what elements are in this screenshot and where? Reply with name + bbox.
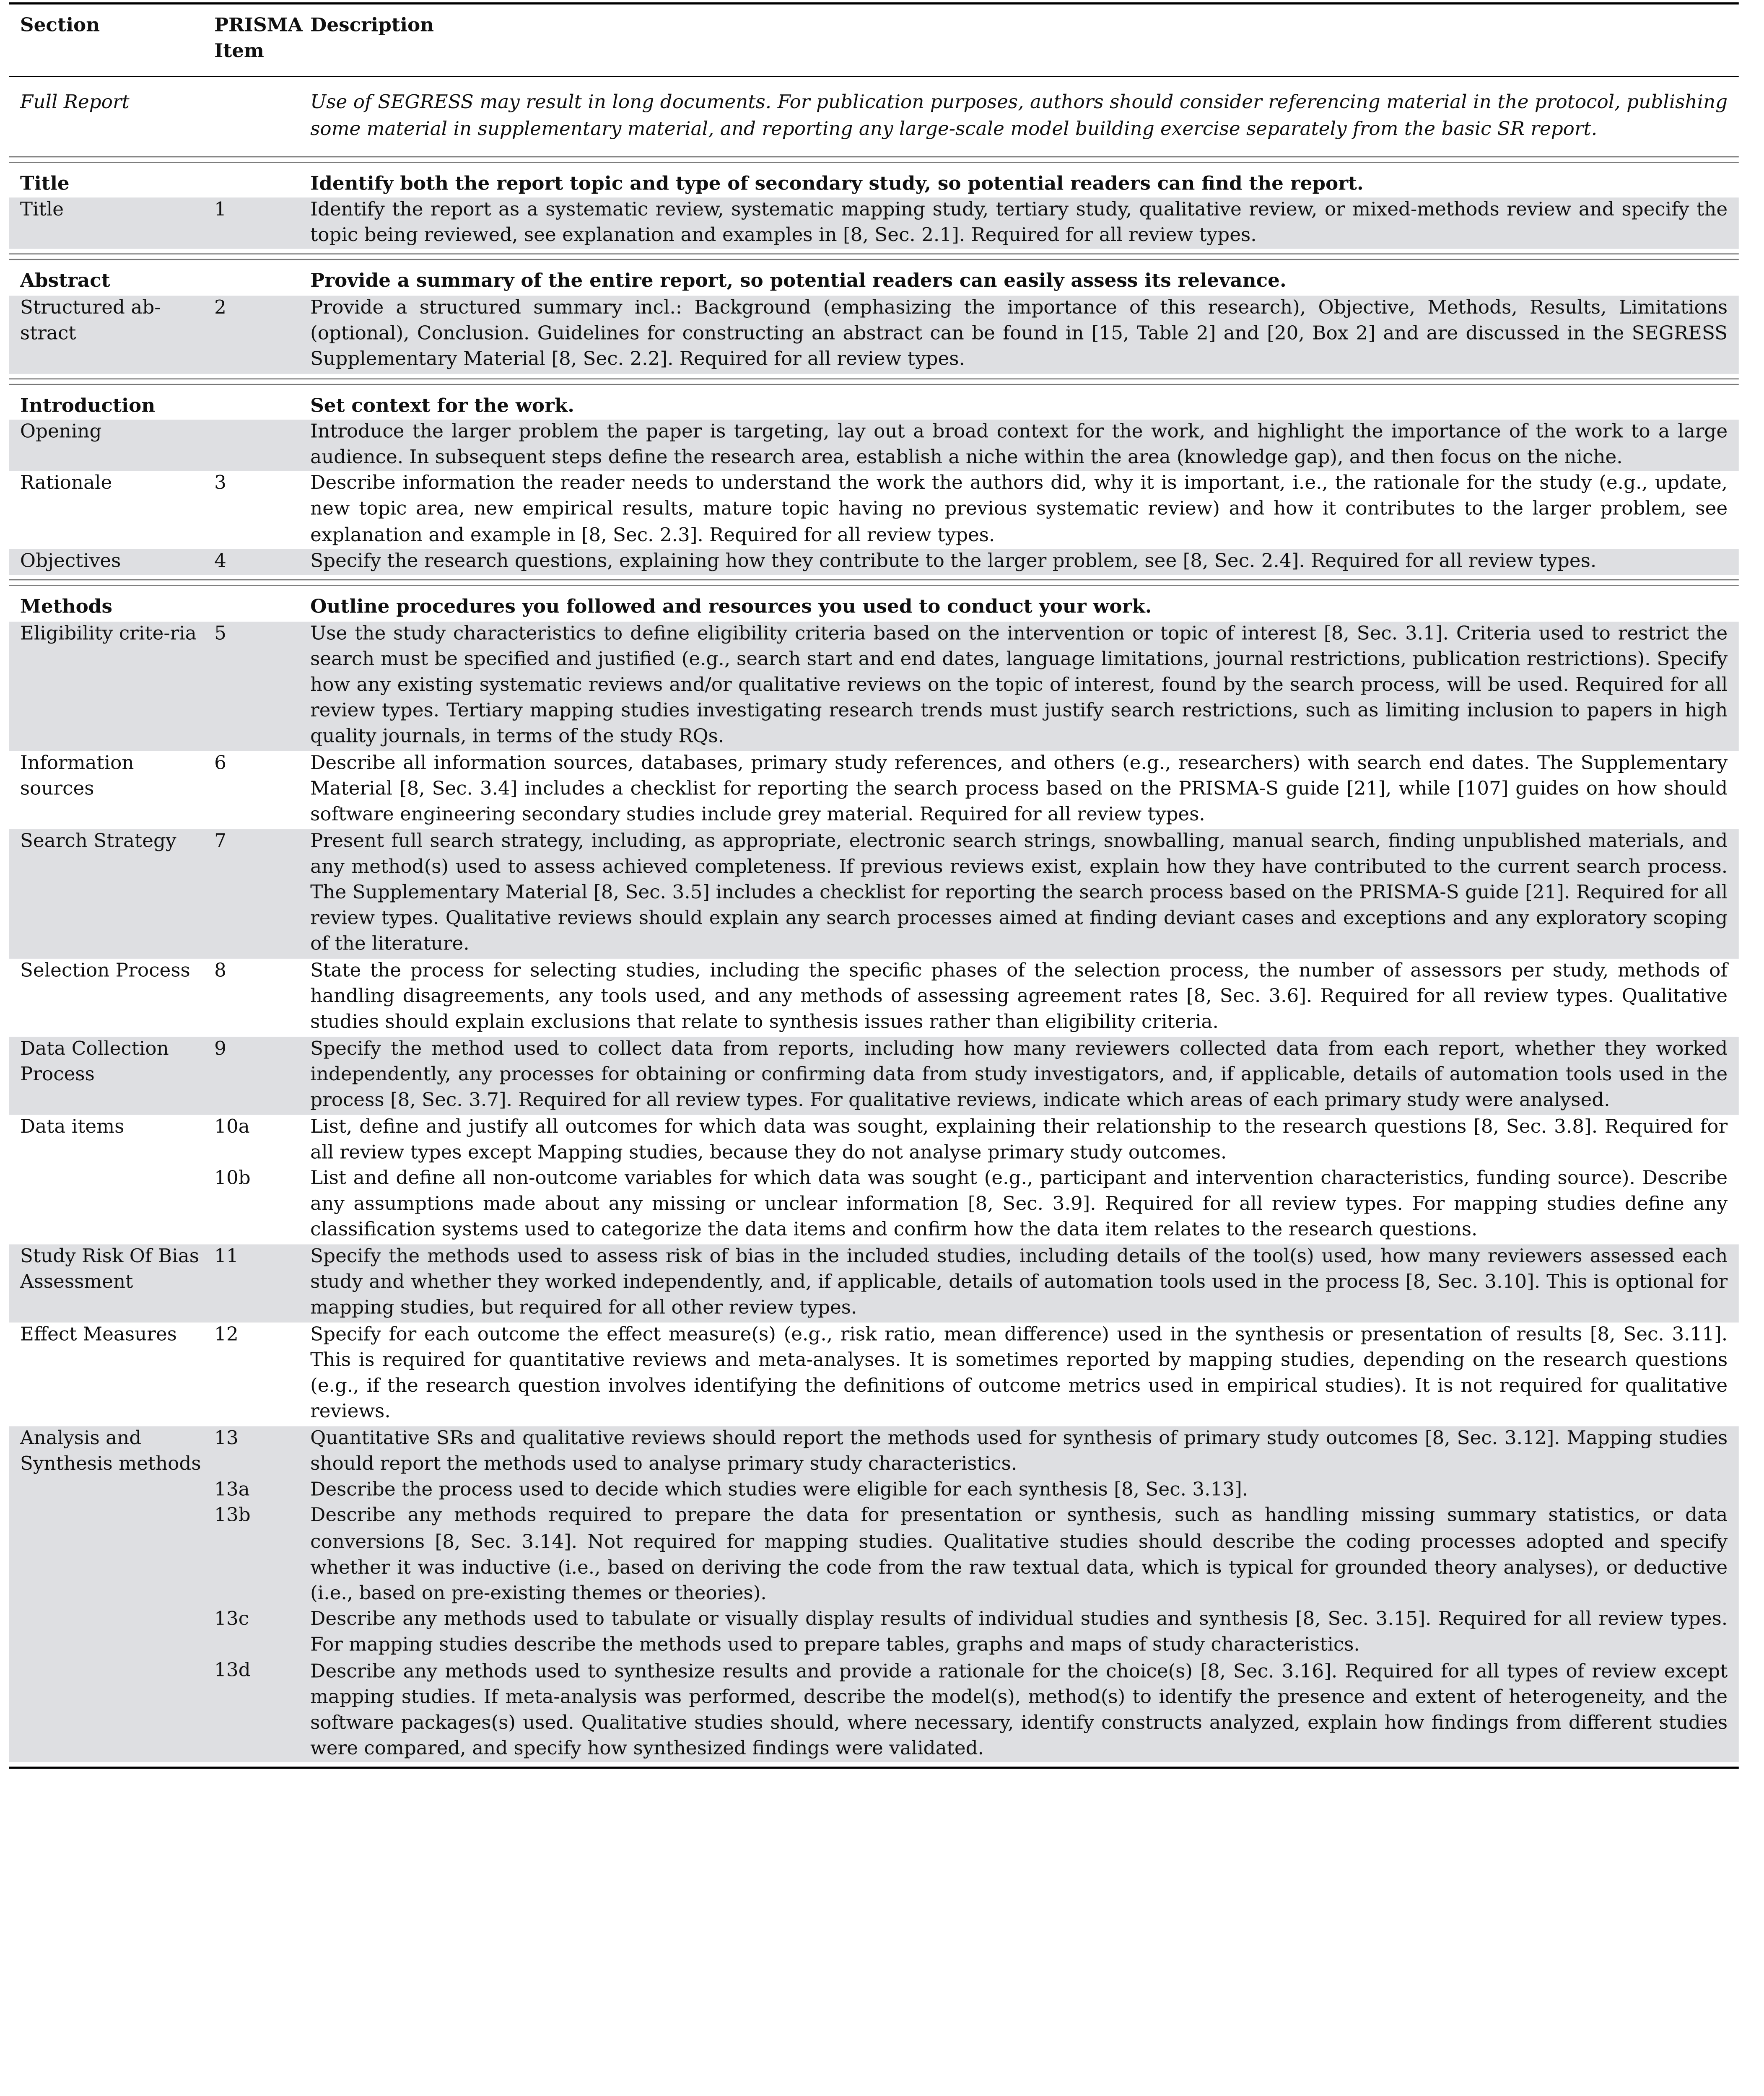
row-description-column <box>310 751 1728 829</box>
section-title: Introduction <box>20 394 156 417</box>
row-description: Introduce the larger problem the paper is targeting, lay out a broad context for the work, and highlight the importance of the work to a large audience. In subsequent steps define the research area, establish a niche within the area (knowledge gap), and then focus on the niche. <box>310 420 1728 469</box>
row-item-column <box>212 197 310 249</box>
sub-item-description: Describe any methods used to tabulate or visually display results of individual studies and synthesis [8, Sec. 3.15]. Required for all review types. For mapping studies describe the methods used to prepare tables, graphs and maps of study characteristics. <box>310 1608 1728 1657</box>
header-section: Section <box>20 14 100 37</box>
row-item-number: 1 <box>214 198 226 221</box>
table-header <box>9 5 1738 76</box>
row-label: Effect Measures <box>20 1323 177 1346</box>
row-item-number: 2 <box>214 296 226 319</box>
checklist-row <box>9 197 1738 249</box>
row-label: Search Strategy <box>20 830 176 853</box>
row-description-column <box>310 295 1728 373</box>
header-item: PRISMA Item <box>214 14 303 63</box>
section-separator <box>9 254 1738 260</box>
row-label: Data Collection Process <box>20 1038 169 1086</box>
row-item-number: 3 <box>214 472 226 495</box>
checklist-row <box>9 1244 1738 1322</box>
section-heading-row <box>9 387 1738 420</box>
row-label: Opening <box>20 420 102 443</box>
full-report-row <box>9 78 1738 152</box>
row-description-column <box>310 1115 1728 1244</box>
section-summary: Outline procedures you followed and resources you used to conduct your work. <box>310 596 1152 619</box>
section-separator <box>9 378 1738 385</box>
row-item-number: 13 <box>214 1427 239 1450</box>
section-heading-row <box>9 165 1738 198</box>
row-label: Study Risk Of Bias Assessment <box>20 1245 199 1294</box>
checklist-row <box>9 751 1738 829</box>
row-description-column <box>310 1322 1728 1426</box>
bottom-rule <box>9 1767 1738 1769</box>
row-description-column <box>310 471 1728 549</box>
row-item-number <box>214 420 310 471</box>
row-item-column <box>212 1115 310 1244</box>
checklist-row <box>9 1115 1738 1244</box>
row-description-column <box>310 958 1728 1036</box>
row-description: Describe all information sources, databases, primary study references, and others (e.g., researchers) with search end dates. The Supplementary Material [8, Sec. 3.4] includes a checklist for reporting the search process based on the PRISMA-S guide [21], while [107] guides on how should software engineering secondary studies include grey material. Required for all review types. <box>310 752 1728 826</box>
row-description: Specify the method used to collect data from reports, including how many reviewers collected data from each report, whether they worked independently, any processes for obtaining or confirming data from study investigators, and, if applicable, details of automation tools used in the process [8, Sec. 3.7]. Required for all review types. For qualitative reviews, indicate which areas of each primary study were analysed. <box>310 1038 1728 1112</box>
row-item-number: 6 <box>214 752 226 774</box>
full-report-description: Use of SEGRESS may result in long documents. For publication purposes, authors should consider referencing material in the protocol, publishing some material in supplementary material, and reporting any large-scale model building exercise separately from the basic SR report. <box>310 92 1728 140</box>
row-description: Describe information the reader needs to understand the work the authors did, why it is important, i.e., the rationale for the study (e.g., update, new topic area, new empirical results, mature topic having no previous systematic review) and how it contributes to the larger problem, see explanation and example in [8, Sec. 2.3]. Required for all review types. <box>310 472 1728 547</box>
row-description: List, define and justify all outcomes for which data was sought, explaining their relationship to the research questions [8, Sec. 3.8]. Required for all review types except Mapping studies, because they do not analyse primary study outcomes. <box>310 1115 1728 1164</box>
section-summary: Identify both the report topic and type of secondary study, so potential readers can find the report. <box>310 173 1364 195</box>
row-item-column <box>212 420 310 472</box>
row-item-column <box>212 295 310 373</box>
sub-item-description: Describe any methods used to synthesize results and provide a rationale for the choice(s) [8, Sec. 3.16]. Required for all types of review except mapping studies. If meta-analysis was performed, describe the model(s), method(s) to identify the presence and extent of heterogeneity, and the software packages(s) used. Qualitative studies should, where necessary, identify constructs analyzed, explain how findings from different studies were compared, and specify how synthesized findings were validated. <box>310 1660 1728 1760</box>
row-description: Present full search strategy, including, as appropriate, electronic search strings, snowballing, manual search, finding unpublished materials, and any method(s) used to assess achieved completeness. If previous reviews exist, explain how they have contributed to the current search process. The Supplementary Material [8, Sec. 3.5] includes a checklist for reporting the search process based on the PRISMA-S guide [21]. Required for all review types. Qualitative reviews should explain any search processes aimed at finding deviant cases and exceptions and any exploratory scoping of the literature. <box>310 830 1728 956</box>
sub-item-description: Describe the process used to decide which studies were eligible for each synthesis [8, Sec. 3.13]. <box>310 1479 1248 1501</box>
row-item-number: 8 <box>214 959 226 982</box>
row-item-number: 5 <box>214 622 226 645</box>
checklist-row <box>9 621 1738 751</box>
checklist-row <box>9 1426 1738 1763</box>
full-report-label: Full Report <box>20 92 130 114</box>
section-separator <box>9 156 1738 163</box>
checklist-row <box>9 1322 1738 1426</box>
row-item-column <box>212 1036 310 1114</box>
section-heading-row <box>9 263 1738 296</box>
row-description-column <box>310 1244 1728 1322</box>
row-description-column <box>310 1426 1728 1763</box>
row-description-column <box>310 549 1728 575</box>
row-item-column <box>212 549 310 575</box>
section-title: Methods <box>20 596 112 619</box>
row-label: Data items <box>20 1115 125 1138</box>
row-item-number: 10a <box>214 1115 250 1138</box>
section-summary: Provide a summary of the entire report, so potential readers can easily assess its relevance. <box>310 270 1287 293</box>
section-item-empty <box>212 394 310 420</box>
section-title: Abstract <box>20 270 110 293</box>
sub-item-number: 13c <box>214 1608 249 1630</box>
row-item-number: 11 <box>214 1245 239 1268</box>
sub-item-number: 13a <box>214 1478 250 1501</box>
sub-item-number: 10b <box>214 1167 251 1190</box>
row-description-column <box>310 621 1728 751</box>
row-item-column <box>212 1244 310 1322</box>
row-label: Title <box>20 198 64 221</box>
checklist-row <box>9 295 1738 373</box>
row-description: Use the study characteristics to define eligibility criteria based on the intervention or topic of interest [8, Sec. 3.1]. Criteria used to restrict the search must be specified and justified (e.g., search start and end dates, language limitations, journal restrictions, publication restrictions). Specify how any existing systematic reviews and/or qualitative reviews on the topic of interest, found by the search process, will be used. Required for all review types. Tertiary mapping studies investigating research trends must justify search restrictions, such as limiting inclusion to papers in high quality journals, in terms of the study RQs. <box>310 622 1728 748</box>
row-description-column <box>310 829 1728 958</box>
row-description: Specify for each outcome the effect measure(s) (e.g., risk ratio, mean difference) used in the synthesis or presentation of results [8, Sec. 3.11]. This is required for quantitative reviews and meta-analyses. It is sometimes reported by mapping studies, depending on the research questions (e.g., if the research question involves identifying the definitions of outcome metrics used in empirical studies). It is not required for qualitative reviews. <box>310 1323 1728 1424</box>
sub-item-description: Describe any methods required to prepare the data for presentation or synthesis, such as handling missing summary statistics, or data conversions [8, Sec. 3.14]. Not required for mapping studies. Qualitative studies should describe the coding processes adopted and specify whether it was inductive (i.e., based on deriving the code from the raw textual data, which is typical for grounded theory analyses), or deductive (i.e., based on pre-existing themes or theories). <box>310 1505 1728 1605</box>
checklist-row <box>9 958 1738 1036</box>
checklist-row <box>9 1036 1738 1114</box>
row-item-number: 9 <box>214 1038 226 1060</box>
row-description: Identify the report as a systematic review, systematic mapping study, tertiary study, qualitative review, or mixed-methods review and specify the topic being reviewed, see explanation and examples in [8, Sec. 2.1]. Required for all review types. <box>310 198 1728 247</box>
section-separator <box>9 580 1738 586</box>
row-description-column <box>310 197 1728 249</box>
section-title: Title <box>20 173 70 195</box>
row-item-column <box>212 751 310 829</box>
row-item-column <box>212 1322 310 1426</box>
row-description: Provide a structured summary incl.: Background (emphasizing the importance of this research), Objective, Methods, Results, Limitations (optional), Conclusion. Guidelines for constructing an abstract can be found in [15, Table 2] and [20, Box 2] and are discussed in the SEGRESS Supplementary Material [8, Sec. 2.2]. Required for all review types. <box>310 296 1728 371</box>
row-label: Selection Process <box>20 959 190 982</box>
section-item-empty <box>212 270 310 296</box>
row-description-column <box>310 420 1728 472</box>
sub-item-description: List and define all non-outcome variables for which data was sought (e.g., participant and intervention characteristics, funding source). Describe any assumptions made about any missing or unclear information [8, Sec. 3.9]. Required for all review types. For mapping studies define any classification systems used to categorize the data items and confirm how the data item relates to the research questions. <box>310 1167 1728 1242</box>
sections <box>9 156 1738 1762</box>
row-item-column <box>212 958 310 1036</box>
row-item-column <box>212 829 310 958</box>
row-description: Specify the methods used to assess risk of bias in the included studies, including details of the tool(s) used, how many reviewers assessed each study and whether they worked independently, and, if applicable, details of automation tools used in the process [8, Sec. 3.10]. This is optional for mapping studies, but required for all other review types. <box>310 1245 1728 1320</box>
section-item-empty <box>212 595 310 621</box>
sub-item-number: 13b <box>214 1504 251 1527</box>
section-summary: Set context for the work. <box>310 394 574 417</box>
row-description: State the process for selecting studies, including the specific phases of the selection process, the number of assessors per study, methods of handling disagreements, any tools used, and any methods of assessing agreement rates [8, Sec. 3.6]. Required for all review types. Qualitative studies should explain exclusions that relate to synthesis issues rather than eligibility criteria. <box>310 959 1728 1034</box>
section-item-empty <box>212 171 310 197</box>
row-label: Rationale <box>20 472 112 495</box>
row-item-column <box>212 1426 310 1763</box>
checklist-row <box>9 549 1738 575</box>
full-report-item <box>212 91 310 143</box>
row-description-column <box>310 1036 1728 1114</box>
row-item-column <box>212 471 310 549</box>
section-heading-row <box>9 589 1738 621</box>
row-label: Information sources <box>20 752 134 800</box>
row-item-number: 7 <box>214 830 226 853</box>
row-item-number: 4 <box>214 550 226 573</box>
checklist-row <box>9 471 1738 549</box>
checklist-row <box>9 829 1738 958</box>
sub-item-number: 13d <box>214 1659 251 1682</box>
prisma-checklist-table <box>9 2 1738 1769</box>
row-label: Analysis and Synthesis methods <box>20 1427 201 1476</box>
row-label: Structured ab-stract <box>20 296 161 345</box>
checklist-row <box>9 420 1738 472</box>
row-description: Quantitative SRs and qualitative reviews should report the methods used for synthesis of primary study outcomes [8, Sec. 3.12]. Mapping studies should report the methods used to analyse primary study characteristics. <box>310 1427 1728 1476</box>
row-item-number: 12 <box>214 1323 239 1346</box>
row-description: Specify the research questions, explaining how they contribute to the larger problem, see [8, Sec. 2.4]. Required for all review types. <box>310 550 1597 573</box>
row-label: Eligibility crite-ria <box>20 622 197 645</box>
row-label: Objectives <box>20 550 121 573</box>
header-description: Description <box>310 14 434 37</box>
row-item-column <box>212 621 310 751</box>
